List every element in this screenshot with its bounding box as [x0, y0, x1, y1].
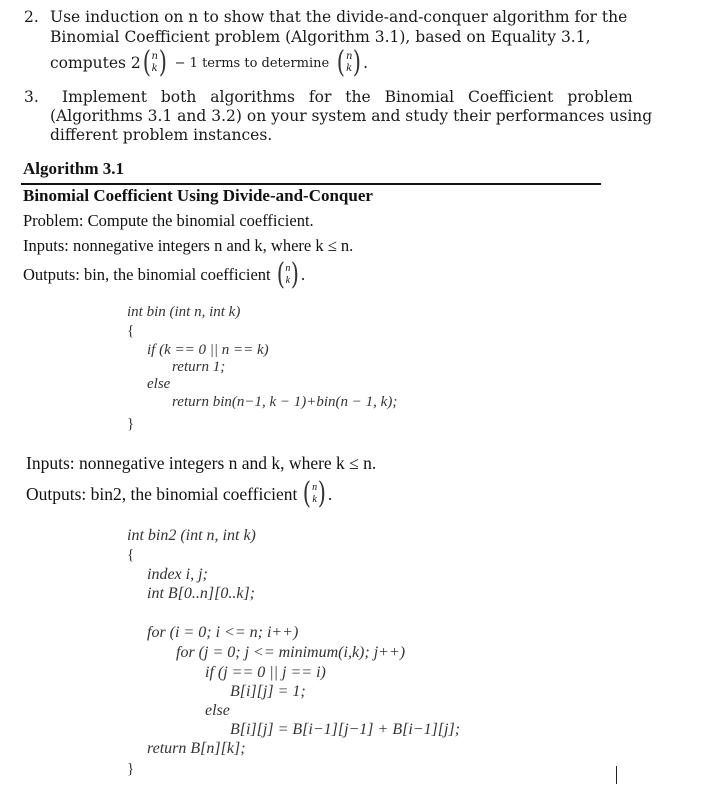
- text-cursor: [616, 766, 617, 784]
- code2-line-12: }: [127, 761, 135, 777]
- code2-line-6: for (j = 0; j <= minimum(i,k); j++): [176, 644, 406, 661]
- binomial-symbol: ( n k ): [303, 476, 327, 511]
- code1-line-6: return bin(n−1, k − 1)+bin(n − 1, k);: [172, 394, 398, 410]
- question-2-number: 2.: [24, 8, 39, 26]
- algorithm-label: Algorithm 3.1: [23, 159, 125, 178]
- code1-line-3: if (k == 0 || n == k): [147, 342, 269, 358]
- algorithm-outputs: Outputs: bin, the binomial coefficient: [23, 265, 271, 284]
- code2-line-4: int B[0..n][0..k];: [147, 585, 255, 602]
- code2-line-2: {: [127, 547, 135, 563]
- code2-line-1: int bin2 (int n, int k): [127, 527, 256, 544]
- algorithm-inputs: Inputs: nonnegative integers n and k, where k ≤ n.: [23, 236, 354, 255]
- algorithm-outputs-line: [23, 258, 305, 292]
- question-2-terms: − 1 terms to determine: [174, 55, 330, 71]
- code2-line-3: index i, j;: [147, 566, 208, 583]
- code1-line-5: else: [147, 376, 171, 392]
- question-3-number: 3.: [24, 88, 39, 106]
- question-2-line-1: Use induction on n to show that the divide-and-conquer algorithm for the: [50, 8, 628, 26]
- algorithm-title: Binomial Coefficient Using Divide-and-Conquer: [23, 186, 373, 205]
- code1-line-1: int bin (int n, int k): [127, 304, 241, 320]
- algorithm2-inputs: Inputs: nonnegative integers n and k, where k ≤ n.: [26, 453, 377, 473]
- algorithm-problem: Problem: Compute the binomial coefficient.: [23, 211, 314, 230]
- code1-line-7: }: [127, 416, 135, 432]
- question-3-line-1: Implement both algorithms for the Binomial Coefficient problem: [62, 88, 633, 106]
- question-2-line-2: Binomial Coefficient problem (Algorithm 3.1), based on Equality 3.1,: [50, 28, 591, 46]
- algorithm-outputs-period: .: [301, 265, 306, 284]
- code2-line-11: return B[n][k];: [147, 740, 246, 757]
- code2-line-8: B[i][j] = 1;: [230, 683, 306, 700]
- code2-line-5: for (i = 0; i <= n; i++): [147, 624, 299, 641]
- binomial-symbol: ( n k ): [276, 257, 300, 292]
- algorithm2-outputs-line: [26, 476, 332, 512]
- binomial-symbol: ( n k ): [142, 45, 167, 80]
- code2-line-9: else: [205, 702, 230, 719]
- question-3-line-3: different problem instances.: [50, 126, 273, 144]
- code2-line-7: if (j == 0 || j == i): [205, 664, 326, 681]
- question-3-line-2: (Algorithms 3.1 and 3.2) on your system and study their performances using: [50, 107, 653, 125]
- question-2-computes: computes 2: [50, 54, 141, 72]
- algorithm2-outputs-period: .: [327, 483, 333, 504]
- algorithm2-outputs: Outputs: bin2, the binomial coefficient: [26, 483, 298, 504]
- question-2-line-3: [50, 46, 368, 80]
- algorithm-rule: [21, 183, 601, 185]
- code1-line-4: return 1;: [172, 359, 226, 375]
- question-2-period: .: [363, 54, 369, 72]
- binomial-symbol: ( n k ): [336, 45, 362, 80]
- code1-line-2: {: [127, 323, 135, 339]
- code2-line-10: B[i][j] = B[i−1][j−1] + B[i−1][j];: [230, 721, 461, 738]
